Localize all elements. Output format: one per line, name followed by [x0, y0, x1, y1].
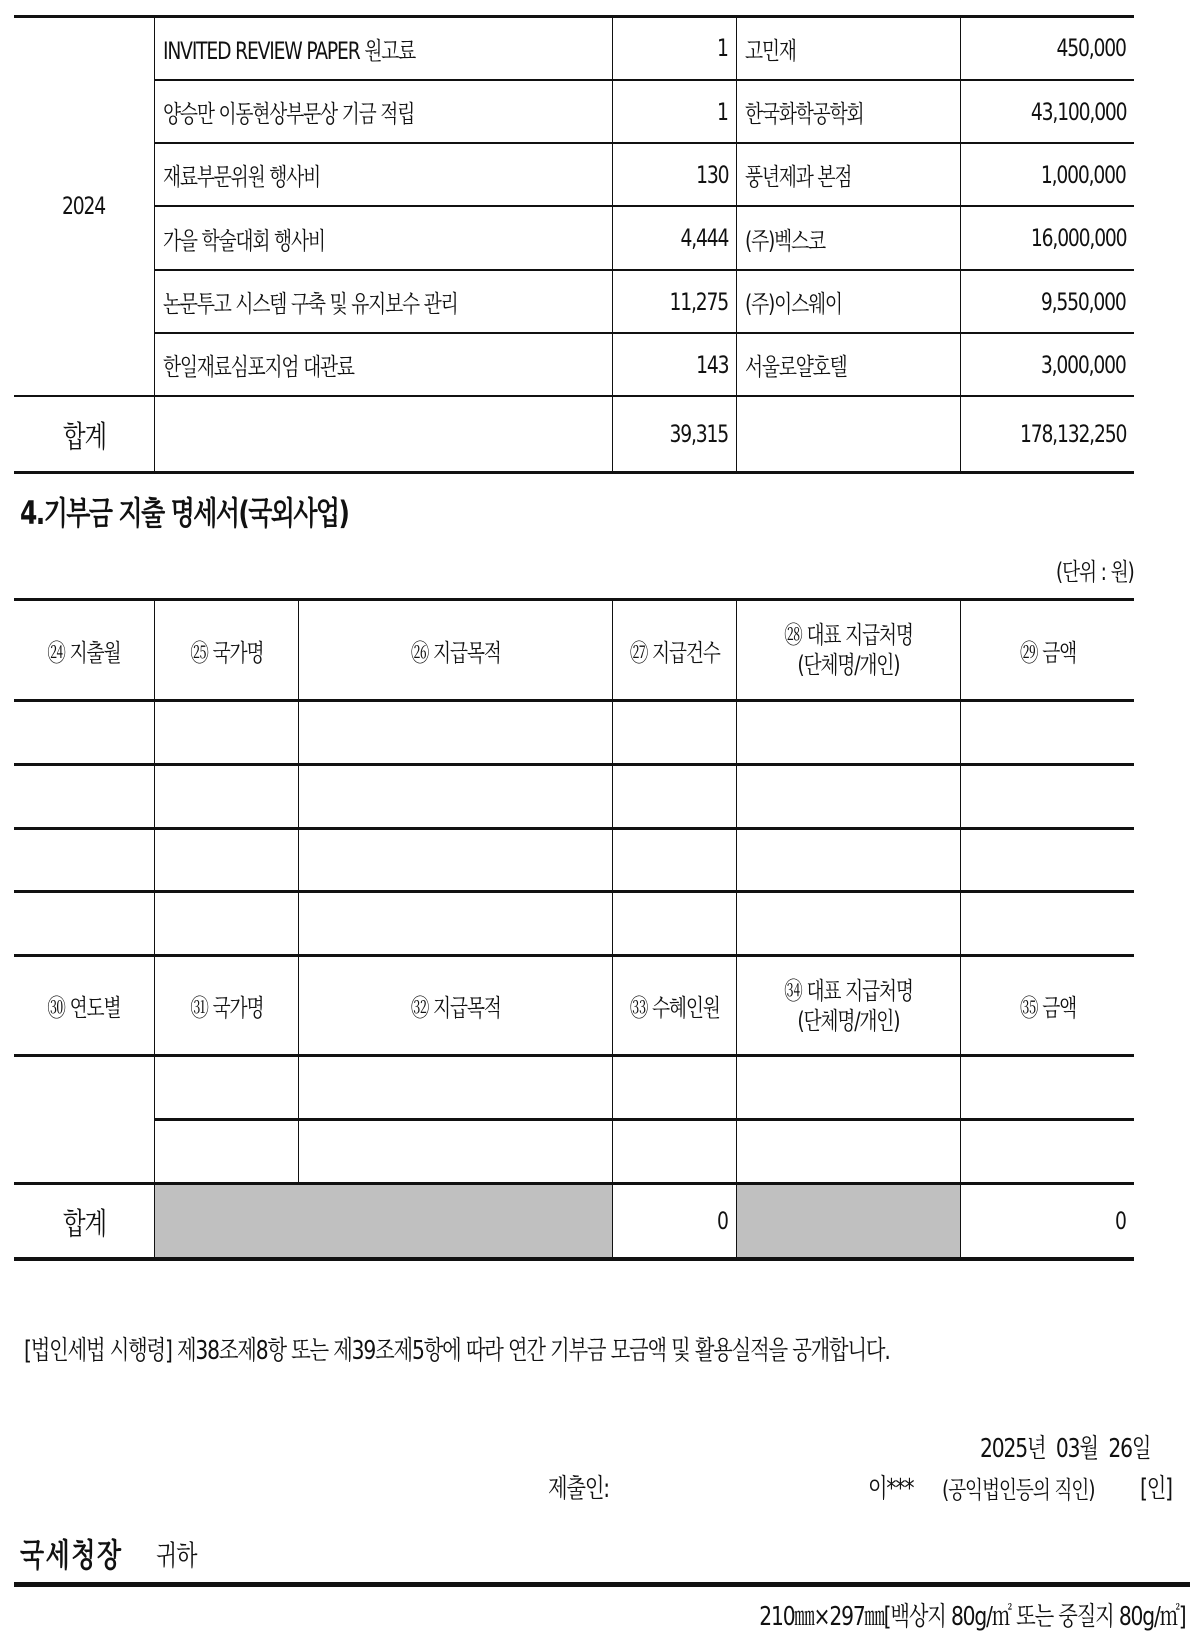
- total-count-cell: [613, 1185, 736, 1257]
- total-count: 0: [717, 1207, 728, 1235]
- count-text: 1: [717, 97, 728, 126]
- table-row-count: [613, 271, 736, 332]
- amount-text: 3,000,000: [1041, 350, 1126, 379]
- header-text: ㉔ 지출월: [47, 638, 121, 667]
- table-row-amount: [961, 271, 1134, 332]
- count-text: 1: [717, 34, 728, 62]
- unit-text: (단위 : 원): [1056, 558, 1134, 586]
- submitter-role: [942, 1470, 1137, 1506]
- paper-spec-text: 210㎜×297㎜[백상지 80g/㎡ 또는 중질지 80g/㎡]: [759, 1602, 1186, 1632]
- amount-text: 9,550,000: [1041, 287, 1126, 316]
- purpose-text: INVITED REVIEW PAPER 원고료: [163, 36, 416, 65]
- header-text: ㉛ 국가명: [189, 994, 264, 1022]
- addressee-suffix-text: 귀하: [156, 1539, 197, 1572]
- purpose-text: 한일재료심포지엄 대관료: [163, 353, 354, 381]
- header-recipient: [737, 957, 960, 1054]
- total-label-cell: [14, 1185, 154, 1257]
- submitter-name: [868, 1468, 926, 1504]
- shaded-cell: [737, 1185, 960, 1257]
- table-bottom-rule: [14, 471, 1134, 474]
- row-divider: [154, 1118, 1134, 1121]
- recipient-text: (주)이스웨이: [745, 290, 842, 318]
- section-title-text: 4.기부금 지출 명세서(국외사업): [20, 494, 349, 532]
- header-text: ㉝ 수혜인원: [629, 994, 720, 1022]
- purpose-text: 가을 학술대회 행사비: [163, 226, 325, 255]
- count-text: 130: [695, 160, 728, 189]
- total-label: 합계: [62, 1207, 106, 1242]
- table-row-count: [613, 17, 736, 79]
- table-row-purpose: [155, 334, 612, 395]
- header-text: ㉗ 지급건수: [629, 638, 720, 667]
- legal-notice-text: [법인세법 시행령] 제38조제8항 또는 제39조제5항에 따라 연간 기부금 모금액 및 활용실적을 공개합니다.: [24, 1336, 890, 1366]
- count-text: 4,444: [680, 224, 728, 252]
- submitter-name-text: 이***: [868, 1474, 914, 1504]
- table-row-amount: [961, 81, 1134, 142]
- total-count-cell: [613, 397, 736, 471]
- count-text: 11,275: [669, 287, 728, 316]
- addressee: [20, 1530, 152, 1574]
- table-row-recipient: [737, 81, 960, 142]
- table-row-purpose: [155, 144, 612, 205]
- purpose-text: 재료부문위원 행사비: [163, 163, 321, 191]
- header-bottom-rule: [14, 1054, 1134, 1057]
- table-row-count: [613, 81, 736, 142]
- addressee-text: 국세청장: [20, 1536, 123, 1574]
- table-row-amount: [961, 207, 1134, 269]
- table-row-recipient: [737, 144, 960, 205]
- recipient-text: 고민재: [745, 36, 796, 65]
- table-row-recipient: [737, 17, 960, 79]
- header-month: [14, 601, 154, 699]
- total-amount-cell: [961, 1185, 1134, 1257]
- amount-text: 43,100,000: [1030, 97, 1126, 126]
- legal-notice: [24, 1330, 1134, 1366]
- amount-text: 16,000,000: [1030, 224, 1126, 252]
- year-label: 2024: [62, 192, 106, 220]
- recipient-text: 풍년제과 본점: [745, 163, 852, 191]
- header-bottom-rule: [14, 699, 1134, 702]
- header-text: ㉟ 금액: [1019, 994, 1076, 1022]
- header-year: [14, 957, 154, 1054]
- table-row-amount: [961, 334, 1134, 395]
- total-label-cell: [14, 397, 154, 471]
- header-text: ㉘ 대표 지급처명: [784, 621, 913, 649]
- submission-date: [918, 1398, 1150, 1464]
- table-row-purpose: [155, 17, 612, 79]
- header-text: ㉕ 국가명: [189, 638, 264, 667]
- total-amount: 0: [1115, 1207, 1126, 1235]
- row-divider: [14, 890, 1134, 893]
- row-divider: [14, 763, 1134, 766]
- header-country: [155, 957, 298, 1054]
- section-title: [20, 488, 441, 532]
- recipient-text: (주)벡스코: [745, 226, 825, 255]
- header-text: ㉞ 대표 지급처명: [784, 976, 913, 1005]
- seal-text: [인]: [1140, 1474, 1172, 1504]
- table-row-recipient: [737, 271, 960, 332]
- table-row-purpose: [155, 81, 612, 142]
- table-row-count: [613, 334, 736, 395]
- date-text: 2025년 03월 26일: [979, 1434, 1150, 1464]
- header-text: ㉙ 금액: [1019, 638, 1076, 667]
- count-text: 143: [695, 350, 728, 379]
- addressee-suffix: [156, 1534, 208, 1574]
- total-label: 합계: [62, 420, 106, 455]
- header-text: ㉜ 지급목적: [410, 994, 501, 1022]
- header-amount: [961, 601, 1134, 699]
- submitter-label: [548, 1468, 626, 1504]
- table-row-recipient: [737, 334, 960, 395]
- header-purpose: [299, 601, 612, 699]
- row-divider: [14, 827, 1134, 830]
- header-text: ㉚ 연도별: [47, 994, 121, 1022]
- header-count: [613, 601, 736, 699]
- submitter-label-text: 제출인:: [548, 1474, 609, 1504]
- amount-text: 1,000,000: [1041, 160, 1126, 189]
- total-count: 39,315: [669, 420, 728, 448]
- footer-rule: [14, 1582, 1190, 1587]
- table-row-recipient: [737, 207, 960, 269]
- purpose-text: 양승만 이동현상부문상 기금 적립: [163, 100, 415, 128]
- header-text: (단체명/개인): [797, 1006, 900, 1035]
- header-text: ㉖ 지급목적: [410, 638, 501, 667]
- table-row-purpose: [155, 207, 612, 269]
- table-row-purpose: [155, 271, 612, 332]
- paper-spec: [639, 1596, 1186, 1632]
- header-beneficiaries: [613, 957, 736, 1054]
- total-amount-cell: [961, 397, 1134, 471]
- submitter-role-text: (공익법인등의 직인): [942, 1476, 1095, 1504]
- table-bottom-rule: [14, 1257, 1134, 1261]
- table-row-amount: [961, 17, 1134, 79]
- shaded-cell: [155, 1185, 612, 1257]
- recipient-text: 한국화학공학회: [745, 100, 864, 128]
- amount-text: 450,000: [1056, 34, 1126, 62]
- year-cell: [14, 16, 154, 396]
- table-row-amount: [961, 144, 1134, 205]
- purpose-text: 논문투고 시스템 구축 및 유지보수 관리: [163, 290, 458, 318]
- unit-label: [1034, 552, 1134, 586]
- header-country: [155, 601, 298, 699]
- recipient-text: 서울로얄호텔: [745, 353, 847, 381]
- seal-mark: [1140, 1468, 1181, 1504]
- total-amount: 178,132,250: [1019, 420, 1126, 448]
- table-row-count: [613, 144, 736, 205]
- header-amount: [961, 957, 1134, 1054]
- header-purpose: [299, 957, 612, 1054]
- header-text: (단체명/개인): [797, 651, 900, 679]
- table-row-count: [613, 207, 736, 269]
- header-recipient: [737, 601, 960, 699]
